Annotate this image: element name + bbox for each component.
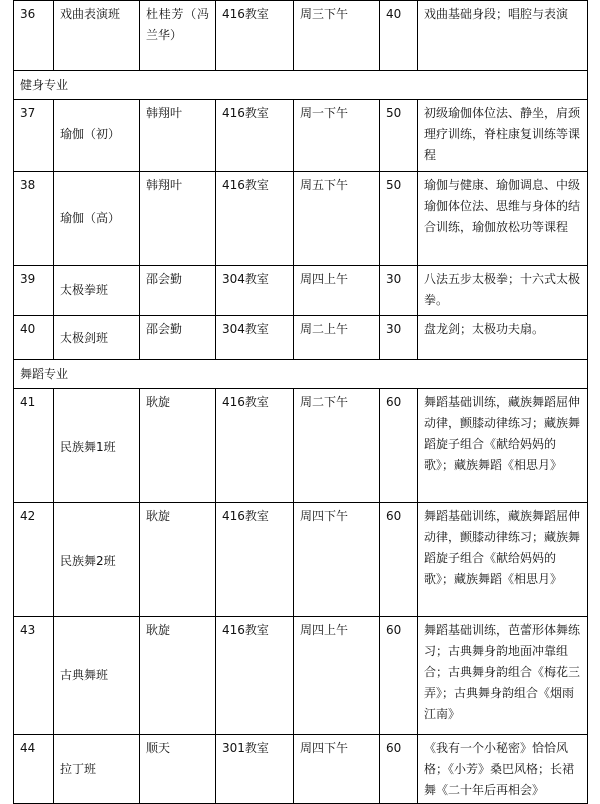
class-time: 周二下午 — [294, 389, 380, 503]
class-name: 太极剑班 — [54, 316, 140, 360]
classroom: 416教室 — [216, 389, 294, 503]
class-name: 民族舞1班 — [54, 389, 140, 503]
course-content: 舞蹈基础训练，藏族舞蹈屈伸动律，颤膝动律练习；藏族舞蹈旋子组合《献给妈妈的歌》；藏族舞蹈《相思月》 — [418, 389, 588, 503]
class-name: 戏曲表演班 — [54, 1, 140, 71]
student-count: 60 — [380, 617, 418, 735]
row-number: 37 — [14, 100, 54, 172]
course-content: 瑜伽与健康、瑜伽调息、中级瑜伽体位法、思维与身体的结合训练，瑜伽放松功等课程 — [418, 172, 588, 266]
class-name: 民族舞2班 — [54, 503, 140, 617]
class-time: 周二上午 — [294, 316, 380, 360]
teacher-name: 邵会勤 — [140, 266, 216, 316]
section-row — [14, 71, 588, 100]
teacher-name: 邵会勤 — [140, 316, 216, 360]
student-count: 40 — [380, 1, 418, 71]
student-count: 30 — [380, 316, 418, 360]
row-number: 36 — [14, 1, 54, 71]
row-number: 42 — [14, 503, 54, 617]
course-content: 初级瑜伽体位法、静坐，肩颈理疗训练，脊柱康复训练等课程 — [418, 100, 588, 172]
student-count: 50 — [380, 172, 418, 266]
class-name: 太极拳班 — [54, 266, 140, 316]
teacher-name: 耿旋 — [140, 617, 216, 735]
table-row — [14, 172, 588, 266]
teacher-name: 韩翔叶 — [140, 172, 216, 266]
row-number: 38 — [14, 172, 54, 266]
table-row — [14, 266, 588, 316]
class-time: 周四下午 — [294, 503, 380, 617]
course-content: 戏曲基础身段；唱腔与表演 — [418, 1, 588, 71]
class-name: 古典舞班 — [54, 617, 140, 735]
classroom: 416教室 — [216, 1, 294, 71]
class-time: 周五下午 — [294, 172, 380, 266]
teacher-name: 耿旋 — [140, 503, 216, 617]
classroom: 416教室 — [216, 172, 294, 266]
course-content: 《我有一个小秘密》恰恰风格；《小芳》桑巴风格；长裙舞《二十年后再相会》 — [418, 735, 588, 804]
class-name: 拉丁班 — [54, 735, 140, 804]
course-table — [13, 0, 588, 804]
row-number: 39 — [14, 266, 54, 316]
student-count: 60 — [380, 389, 418, 503]
class-time: 周四下午 — [294, 735, 380, 804]
student-count: 60 — [380, 503, 418, 617]
section-title: 舞蹈专业 — [14, 360, 588, 389]
classroom: 416教室 — [216, 100, 294, 172]
class-time: 周四上午 — [294, 617, 380, 735]
teacher-name: 耿旋 — [140, 389, 216, 503]
student-count: 60 — [380, 735, 418, 804]
class-name: 瑜伽（初） — [54, 100, 140, 172]
classroom: 304教室 — [216, 316, 294, 360]
classroom: 416教室 — [216, 503, 294, 617]
student-count: 50 — [380, 100, 418, 172]
table-row — [14, 503, 588, 617]
table-row — [14, 316, 588, 360]
teacher-name: 韩翔叶 — [140, 100, 216, 172]
row-number: 43 — [14, 617, 54, 735]
course-content: 舞蹈基础训练，藏族舞蹈屈伸动律，颤膝动律练习；藏族舞蹈旋子组合《献给妈妈的歌》；藏族舞蹈《相思月》 — [418, 503, 588, 617]
table-row — [14, 617, 588, 735]
row-number: 44 — [14, 735, 54, 804]
course-content: 八法五步太极拳；十六式太极拳。 — [418, 266, 588, 316]
class-time: 周四上午 — [294, 266, 380, 316]
section-title: 健身专业 — [14, 71, 588, 100]
teacher-name: 顺天 — [140, 735, 216, 804]
table-row — [14, 1, 588, 71]
classroom: 416教室 — [216, 617, 294, 735]
classroom: 301教室 — [216, 735, 294, 804]
section-row — [14, 360, 588, 389]
course-content: 盘龙剑；太极功夫扇。 — [418, 316, 588, 360]
table-row — [14, 100, 588, 172]
row-number: 41 — [14, 389, 54, 503]
classroom: 304教室 — [216, 266, 294, 316]
table-row — [14, 389, 588, 503]
teacher-name: 杜桂芳（冯兰华） — [140, 1, 216, 71]
class-time: 周一下午 — [294, 100, 380, 172]
table-row — [14, 735, 588, 804]
class-name: 瑜伽（高） — [54, 172, 140, 266]
student-count: 30 — [380, 266, 418, 316]
course-content: 舞蹈基础训练，芭蕾形体舞练习；古典舞身韵地面冲靠组合；古典舞身韵组合《梅花三弄》；古典舞身韵组合《烟雨江南》 — [418, 617, 588, 735]
row-number: 40 — [14, 316, 54, 360]
class-time: 周三下午 — [294, 1, 380, 71]
